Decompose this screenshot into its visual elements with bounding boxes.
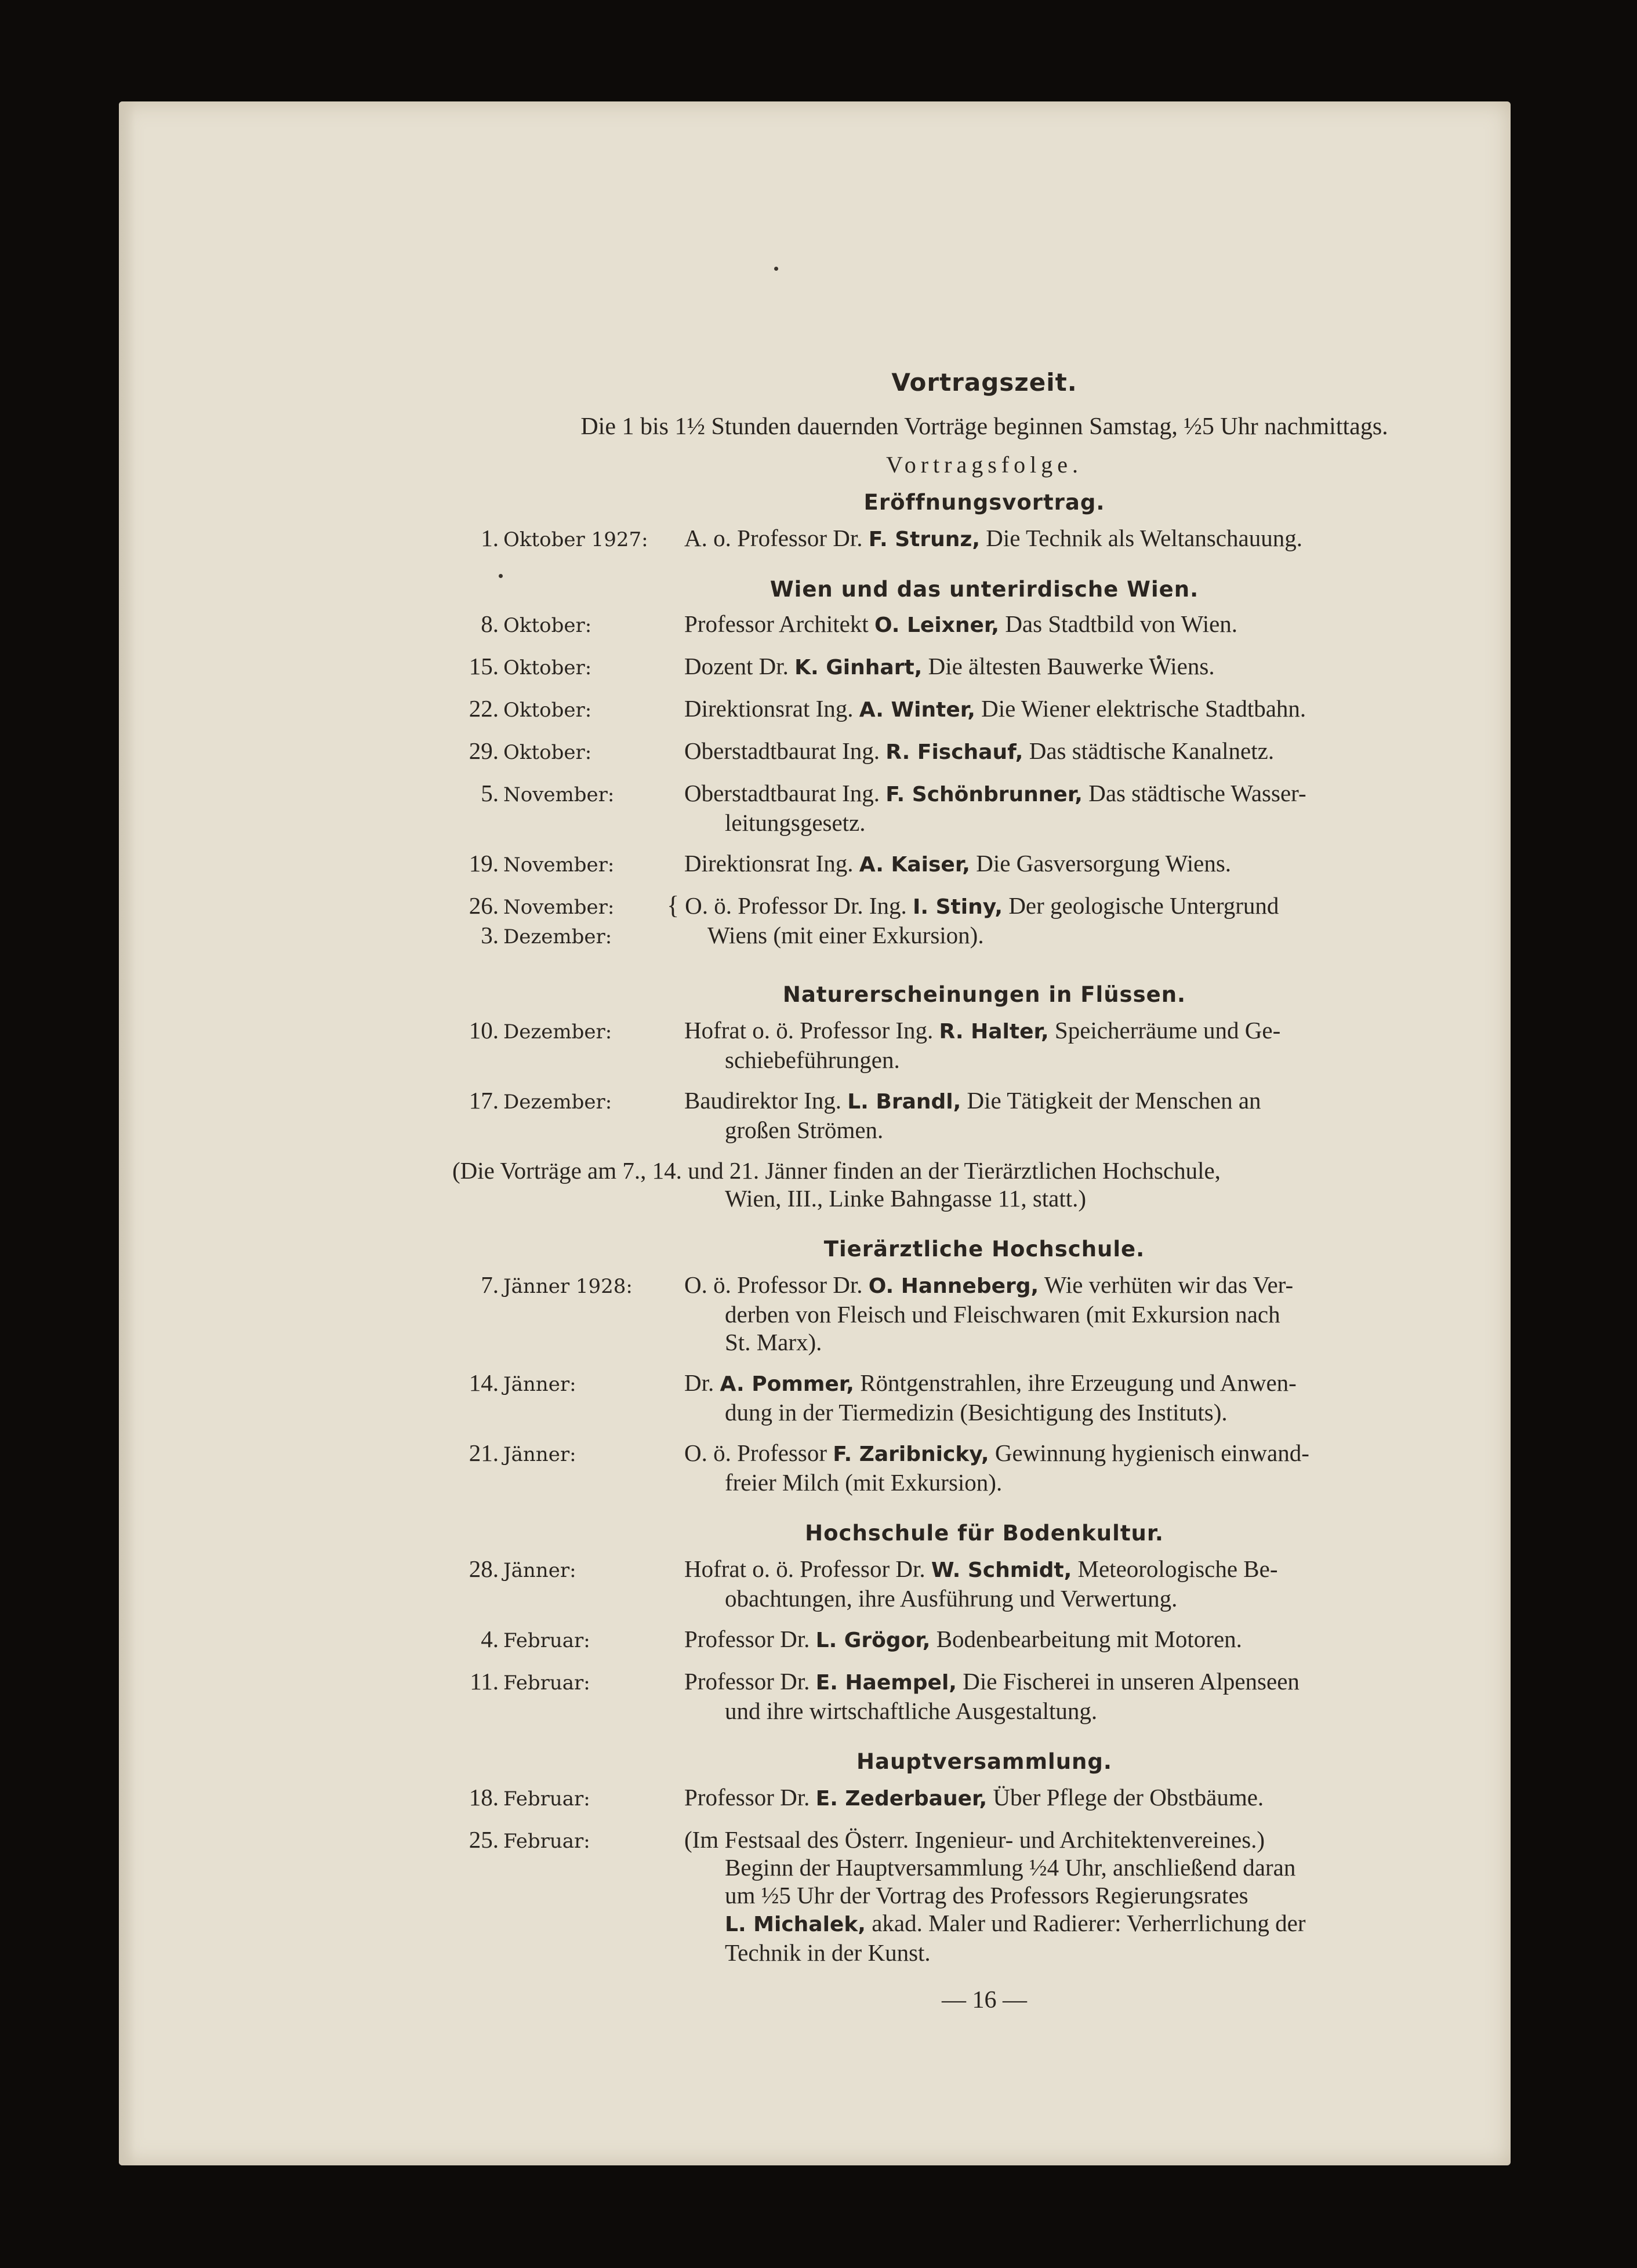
lecturer-name: L. Brandl, [847, 1090, 961, 1114]
lecture-date: 18. Februar: [469, 1784, 590, 1811]
page-title: Vortragszeit. [891, 368, 1077, 397]
lecture-row [452, 1625, 1511, 1655]
lecturer-name: F. Zaribnicky, [833, 1442, 989, 1466]
section-title-wien: Wien und das unterirdische Wien. [770, 577, 1199, 602]
section-title-tier: Tierärztliche Hochschule. [823, 1237, 1145, 1262]
document-page [119, 101, 1511, 2165]
lecturer-name: R. Fischauf, [885, 740, 1023, 764]
lecturer-name: A. Winter, [859, 698, 975, 722]
lecture-date: 11. Februar: [470, 1668, 590, 1695]
lecture-row [452, 1016, 1511, 1074]
venue-note: (Die Vorträge am 7., 14. und 21. Jänner finden an der Tierärztlichen Hochschule, [452, 1157, 1221, 1184]
lecture-info: { O. ö. Professor Dr. Ing. I. Stiny, Der geologische Untergrund Wiens (mit einer Exkursion). [667, 891, 1279, 948]
lecture-info: Professor Dr. E. Zederbauer, Über Pflege der Obstbäume. [684, 1784, 1264, 1811]
page-content [452, 264, 1511, 2014]
lecture-date: 17. Dezember: [469, 1087, 612, 1114]
section-title-opening: Eröffnungsvortrag. [863, 490, 1105, 515]
program-subtitle: Vortragsfolge. [886, 452, 1083, 478]
lecture-info: Oberstadtbaurat Ing. R. Fischauf, Das städtische Kanalnetz. [684, 737, 1275, 764]
lecture-date: 7. Jänner 1928: [481, 1271, 633, 1298]
lecture-row [452, 1783, 1511, 1813]
lecturer-name: F. Strunz, [868, 528, 981, 551]
lecture-row [452, 1271, 1511, 1356]
venue-note: Wien, III., Linke Bahngasse 11, statt.) [725, 1185, 1087, 1212]
lecture-row-paired [452, 892, 1511, 951]
lecture-row [452, 695, 1511, 724]
section-title-fluesse: Naturerscheinungen in Flüssen. [782, 982, 1186, 1007]
lecture-info: Oberstadtbaurat Ing. F. Schönbrunner, Das städtische Wasser- leitungsgesetz. [684, 780, 1306, 836]
section-title-haupt: Hauptversammlung. [856, 1749, 1112, 1774]
lecture-date: 28. Jänner: [469, 1555, 576, 1582]
lecture-row [452, 652, 1511, 682]
lecture-info: A. o. Professor Dr. F. Strunz, Die Technik als Weltanschauung. [684, 525, 1302, 551]
lecturer-name: E. Haempel, [815, 1671, 957, 1695]
lecture-row [452, 1086, 1511, 1144]
lecture-row [452, 1369, 1511, 1426]
lecture-date: 4. Februar: [481, 1626, 590, 1652]
lecture-info: Professor Dr. E. Haempel, Die Fischerei in unseren Alpenseen und ihre wirtschaftliche Ausgestaltung. [684, 1668, 1300, 1724]
lecture-info: Dozent Dr. K. Ginhart, Die ältesten Bauwerke Wiens. [684, 653, 1215, 679]
lecturer-name: A. Kaiser, [859, 853, 970, 877]
lecture-date: 21. Jänner: [469, 1440, 576, 1466]
lecture-row [452, 610, 1511, 639]
lecture-info: O. ö. Professor F. Zaribnicky, Gewinnung hygienisch einwand- freier Milch (mit Exkursion). [684, 1440, 1309, 1496]
lecture-date: 8. Oktober: [481, 610, 592, 637]
lecturer-name: A. Pommer, [720, 1372, 854, 1396]
lecture-date: 29. Oktober: [469, 737, 592, 764]
lecture-info: Baudirektor Ing. L. Brandl, Die Tätigkeit der Menschen an großen Strömen. [684, 1087, 1261, 1143]
lecturer-name: K. Ginhart, [794, 656, 923, 679]
lecture-date: 19. November: [469, 850, 615, 877]
lecture-date: 1. Oktober 1927: [481, 525, 648, 551]
lecturer-name: O. Leixner, [874, 613, 1000, 637]
lecture-info: O. ö. Professor Dr. O. Hanneberg, Wie verhüten wir das Ver- derben von Fleisch und Fleischwaren (mit Exkursion nach St. Marx). [684, 1271, 1294, 1355]
lecture-info: Hofrat o. ö. Professor Dr. W. Schmidt, Meteorologische Be- obachtungen, ihre Ausführung und Verwertung. [684, 1555, 1278, 1612]
lecture-row [452, 779, 1511, 837]
lecturer-name: R. Halter, [939, 1020, 1049, 1044]
lecture-date: 26. November: 3. Dezember: [469, 892, 615, 948]
lecture-date: 14. Jänner: [469, 1369, 576, 1396]
lecture-date: 25. Februar: [469, 1826, 590, 1853]
section-title-boden: Hochschule für Bodenkultur. [805, 1521, 1164, 1546]
lecture-row [452, 1667, 1511, 1725]
lecture-row [452, 737, 1511, 766]
lecturer-name: I. Stiny, [913, 895, 1003, 919]
lecture-info: Direktionsrat Ing. A. Winter, Die Wiener elektrische Stadtbahn. [684, 695, 1306, 722]
lecture-date: 15. Oktober: [469, 653, 592, 679]
lecture-info: Direktionsrat Ing. A. Kaiser, Die Gasversorgung Wiens. [684, 850, 1232, 877]
lecturer-name: L. Michalek, [725, 1913, 866, 1936]
lecturer-name: F. Schönbrunner, [885, 783, 1083, 806]
lecture-row [452, 1439, 1511, 1496]
lecturer-name: W. Schmidt, [931, 1558, 1072, 1582]
lecture-info: (Im Festsaal des Österr. Ingenieur- und Architektenvereines.) Beginn der Hauptversammlung ½4 Uhr, anschließend daran um ½5 Uhr der Vortrag des Professors Regierungsrates L. Michalek, akad. Maler und Radierer: Verherrlichung der Technik in der Kunst. [684, 1826, 1306, 1966]
lecture-info: Dr. A. Pommer, Röntgenstrahlen, ihre Erzeugung und Anwen- dung in der Tiermedizin (Besichtigung des Instituts). [684, 1369, 1297, 1426]
page-number: — 16 — [942, 1987, 1027, 2013]
lecture-row [452, 849, 1511, 879]
lecture-date: 5. November: [481, 780, 615, 806]
intro-text: Die 1 bis 1½ Stunden dauernden Vorträge beginnen Samstag, ½5 Uhr nachmittags. [580, 413, 1388, 440]
lecture-info: Hofrat o. ö. Professor Ing. R. Halter, Speicherräume und Ge- schiebeführungen. [684, 1017, 1281, 1073]
lecture-info: Professor Architekt O. Leixner, Das Stadtbild von Wien. [684, 610, 1238, 637]
lecture-date: 22. Oktober: [469, 695, 592, 722]
lecture-info: Professor Dr. L. Grögor, Bodenbearbeitung mit Motoren. [684, 1626, 1242, 1652]
lecture-row [452, 524, 1511, 554]
lecturer-name: E. Zederbauer, [815, 1787, 988, 1811]
lecturer-name: L. Grögor, [815, 1629, 931, 1652]
lecture-row [452, 1555, 1511, 1612]
lecturer-name: O. Hanneberg, [868, 1274, 1039, 1298]
brace-glyph: { [667, 891, 680, 919]
lecture-date: 10. Dezember: [469, 1017, 612, 1044]
lecture-row [452, 1826, 1511, 1967]
